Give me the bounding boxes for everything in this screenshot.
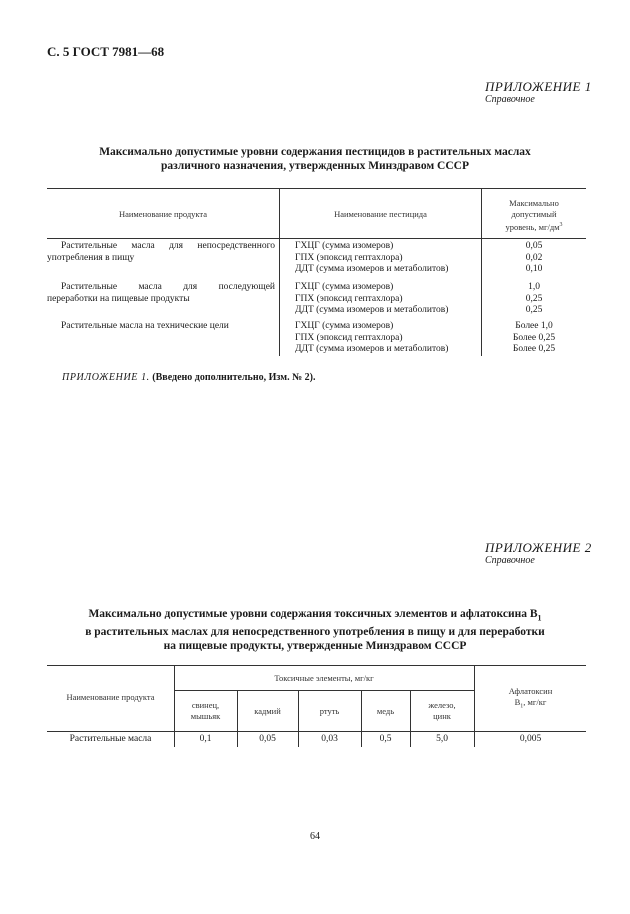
appendix1-note-text: (Введено дополнительно, Изм. № 2).: [152, 372, 316, 383]
table1-header-level-line3: [482, 220, 586, 233]
row1-levels: [482, 241, 586, 276]
appendix1-note: [62, 372, 315, 383]
table2-header-aflatoxin-b: B: [514, 697, 521, 707]
table1-header-level-line2: допустимый: [511, 209, 557, 219]
table2-row-copper: 0,5: [379, 734, 392, 744]
page-number: 64: [310, 831, 320, 842]
row3-level-1: Более 1,0: [515, 321, 553, 331]
table2-header-aflatoxin-unit: , мг/кг: [523, 697, 547, 707]
row2-levels: [482, 282, 586, 317]
row3-product-line1: Растительные масла на технические цели: [61, 321, 229, 331]
row1-pesticide-1: ГХЦГ (сумма изомеров): [295, 241, 394, 251]
table2-header-toxic-group: Токсичные элементы, мг/кг: [274, 673, 374, 683]
table2-group-rule: [174, 690, 474, 691]
row1-level-3: 0,10: [525, 264, 543, 274]
table2-row-aflatoxin: 0,005: [519, 734, 542, 744]
appendix2-title-line1-wrap: [0, 607, 630, 625]
row2-level-2: 0,25: [525, 293, 543, 304]
row3-pesticide-1: ГХЦГ (сумма изомеров): [295, 321, 394, 331]
table1-header-level: [482, 198, 586, 233]
appendix2-label: ПРИЛОЖЕНИЕ 2: [485, 540, 592, 555]
table2-header-aflatoxin-sub: 1: [520, 703, 524, 710]
row1-level-1: 0,05: [525, 241, 543, 251]
row3-pesticides: [295, 321, 448, 356]
row1-product-line1: Растительные масла для непосредственного: [61, 241, 275, 251]
table-row: [61, 321, 275, 333]
table2-header-iron-line1: железо,: [428, 700, 456, 710]
appendix2-title-line1-sub: 1: [537, 613, 542, 623]
table2-header-lead-line2: мышьяк: [190, 711, 221, 721]
appendix2-title-line3: на пищевые продукты, утвержденные Минздравом СССР: [163, 640, 467, 653]
row3-pesticide-3: ДДТ (сумма изомеров и метаболитов): [295, 344, 449, 354]
table2-header-mercury: ртуть: [319, 706, 340, 716]
row2-product-line2: переработки на пищевые продукты: [47, 293, 190, 304]
table2-header-lead-line1: свинец,: [191, 700, 220, 710]
table2-row-cadmium: 0,05: [259, 734, 276, 744]
table2-header-aflatoxin: [475, 686, 586, 713]
appendix1-label: ПРИЛОЖЕНИЕ 1: [485, 79, 592, 94]
table2-top-rule: [47, 665, 586, 666]
table1-header-level-unit: уровень, мг/дм: [505, 221, 560, 232]
row1-pesticides: [295, 241, 448, 276]
row3-levels: [482, 321, 586, 356]
row3-level-2: Более 0,25: [512, 332, 556, 343]
row2-level-3: 0,25: [525, 305, 543, 315]
appendix1-note-label: ПРИЛОЖЕНИЕ 1.: [62, 372, 150, 383]
table2-header-aflatoxin-line2: [475, 697, 586, 713]
row1-pesticide-2: ГПХ (эпоксид гептахлора): [295, 252, 403, 263]
table1-header-rule: [47, 238, 586, 239]
table2-header-cadmium: кадмий: [254, 706, 281, 716]
table-row: [47, 282, 275, 305]
table1-header-pesticide: Наименование пестицида: [334, 209, 427, 219]
table2-header-iron: [410, 700, 474, 722]
row2-pesticide-1: ГХЦГ (сумма изомеров): [295, 282, 394, 292]
table1-header-level-line1: Максимально: [509, 198, 559, 208]
table2-header-copper: медь: [376, 706, 395, 716]
row2-pesticide-3: ДДТ (сумма изомеров и метаболитов): [295, 305, 449, 315]
appendix2-title-line2: в растительных маслах для непосредственного употребления в пищу и для переработки: [85, 626, 545, 639]
table2-header-product: Наименование продукта: [66, 692, 155, 702]
row3-level-3: Более 0,25: [512, 344, 556, 354]
appendix1-sublabel: Справочное: [485, 94, 535, 105]
row2-pesticides: [295, 282, 448, 317]
table2-row-mercury: 0,03: [321, 734, 338, 744]
row2-product-line1: Растительные масла для последующей: [61, 282, 275, 292]
table2-row-product: Растительные масла: [69, 734, 152, 744]
appendix1-title-line2: различного назначения, утвержденных Минздравом СССР: [160, 160, 469, 172]
row2-pesticide-2: ГПХ (эпоксид гептахлора): [295, 293, 403, 304]
table2-header-lead: [174, 700, 237, 722]
appendix2-title: [0, 607, 630, 653]
appendix1-title-line1: Максимально допустимые уровни содержания пестицидов в растительных маслах: [99, 146, 531, 158]
table2-header-iron-line2: цинк: [433, 711, 451, 721]
table1-header-product: Наименование продукта: [118, 209, 208, 219]
table1-header-level-sup: 3: [559, 222, 563, 228]
row1-level-2: 0,02: [525, 252, 543, 263]
appendix2-title-line1: Максимально допустимые уровни содержания токсичных элементов и афлатоксина B: [88, 608, 538, 620]
row2-level-1: 1,0: [528, 282, 540, 292]
table2-row-iron: 5,0: [436, 734, 448, 744]
table2-row-lead: 0,1: [199, 734, 212, 744]
table2-header-rule: [47, 731, 586, 732]
appendix2-sublabel: Справочное: [485, 555, 535, 566]
row3-pesticide-2: ГПХ (эпоксид гептахлора): [295, 332, 403, 343]
table1-top-rule: [47, 188, 586, 189]
row1-product-line2: употребления в пищу: [47, 252, 135, 263]
table2-header-aflatoxin-line1: Афлатоксин: [508, 686, 553, 696]
appendix1-title: [0, 145, 630, 173]
table-row: [47, 241, 275, 264]
row1-pesticide-3: ДДТ (сумма изомеров и метаболитов): [295, 264, 449, 274]
document-code: С. 5 ГОСТ 7981—68: [47, 44, 165, 59]
